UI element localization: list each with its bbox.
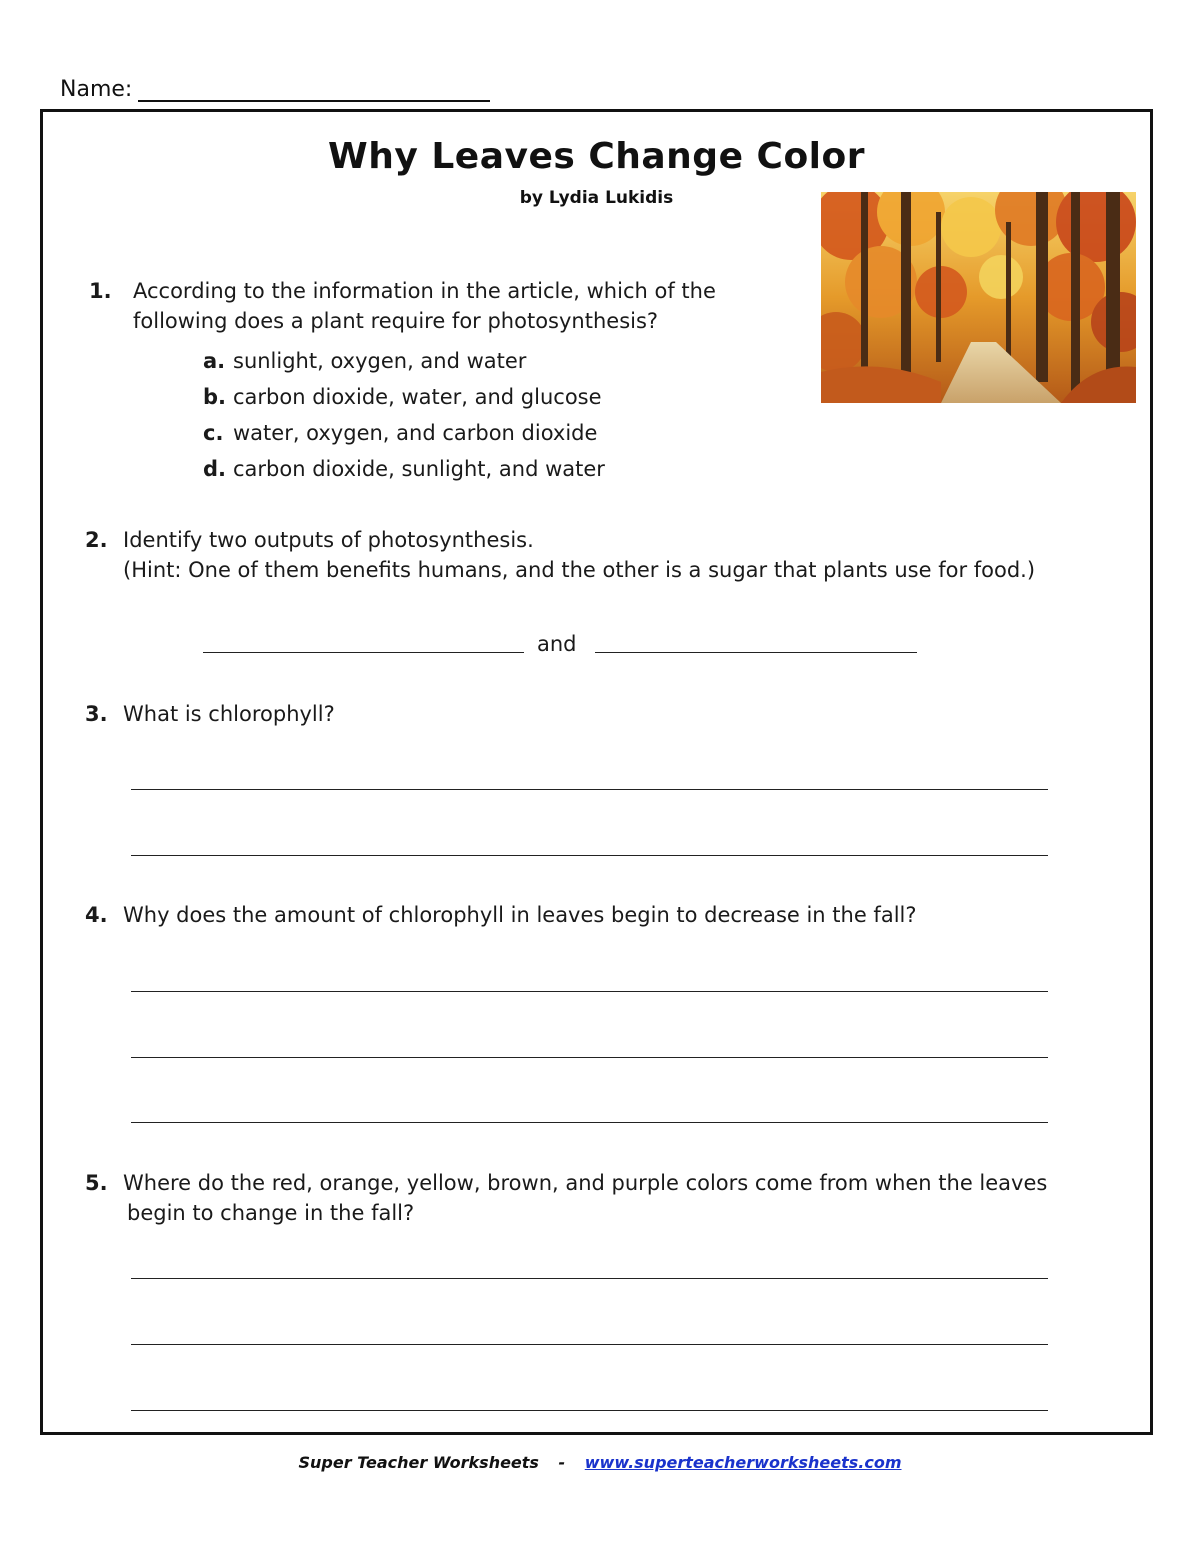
question-2-line-1: Identify two outputs of photosynthesis. bbox=[123, 528, 534, 552]
option-d-text: carbon dioxide, sunlight, and water bbox=[233, 457, 605, 481]
question-4-number: 4. bbox=[85, 903, 108, 927]
option-d[interactable] bbox=[203, 457, 605, 481]
question-5 bbox=[85, 1168, 1047, 1228]
option-b[interactable] bbox=[203, 385, 602, 409]
option-a-text: sunlight, oxygen, and water bbox=[233, 349, 527, 373]
question-2 bbox=[85, 525, 1035, 585]
answer-blank-2b[interactable] bbox=[595, 652, 917, 653]
name-row bbox=[60, 76, 490, 102]
option-b-text: carbon dioxide, water, and glucose bbox=[233, 385, 602, 409]
option-d-letter: d. bbox=[203, 457, 227, 481]
option-c-letter: c. bbox=[203, 421, 224, 445]
question-2-line-2: (Hint: One of them benefits humans, and the other is a sugar that plants use for food.) bbox=[123, 558, 1036, 582]
author-byline: by Lydia Lukidis bbox=[519, 188, 674, 208]
answer-blank-2a[interactable] bbox=[203, 652, 524, 653]
answer-line-4b[interactable] bbox=[131, 1057, 1048, 1058]
answer-line-3b[interactable] bbox=[131, 855, 1048, 856]
autumn-forest-illustration bbox=[821, 192, 1136, 403]
option-a-letter: a. bbox=[203, 349, 226, 373]
footer-separator: - bbox=[558, 1453, 566, 1472]
name-label: Name: bbox=[60, 77, 133, 102]
option-b-letter: b. bbox=[203, 385, 227, 409]
and-label: and bbox=[537, 632, 577, 656]
question-3-text: What is chlorophyll? bbox=[123, 702, 335, 726]
answer-line-3a[interactable] bbox=[131, 789, 1048, 790]
name-field[interactable] bbox=[138, 76, 490, 102]
footer-link[interactable]: www.superteacherworksheets.com bbox=[584, 1453, 902, 1472]
worksheet-title: Why Leaves Change Color bbox=[328, 136, 865, 177]
answer-line-4a[interactable] bbox=[131, 991, 1048, 992]
option-c[interactable] bbox=[203, 421, 597, 445]
answer-line-5a[interactable] bbox=[131, 1278, 1048, 1279]
question-5-number: 5. bbox=[85, 1171, 108, 1195]
answer-line-5c[interactable] bbox=[131, 1410, 1048, 1411]
answer-line-5b[interactable] bbox=[131, 1344, 1048, 1345]
question-3 bbox=[85, 699, 335, 729]
question-5-line-2: begin to change in the fall? bbox=[127, 1201, 415, 1225]
question-2-number: 2. bbox=[85, 528, 108, 552]
footer bbox=[0, 1453, 1200, 1472]
footer-brand: Super Teacher Worksheets bbox=[298, 1453, 539, 1472]
question-1-line-1: According to the information in the article, which of the bbox=[133, 279, 716, 303]
answer-line-4c[interactable] bbox=[131, 1122, 1048, 1123]
autumn-forest-photo bbox=[821, 192, 1136, 403]
question-5-line-1: Where do the red, orange, yellow, brown, and purple colors come from when the leaves bbox=[123, 1171, 1048, 1195]
question-4-text: Why does the amount of chlorophyll in leaves begin to decrease in the fall? bbox=[123, 903, 917, 927]
option-a[interactable] bbox=[203, 349, 526, 373]
question-1-number: 1. bbox=[89, 279, 112, 303]
worksheet-frame bbox=[40, 109, 1153, 1435]
option-c-text: water, oxygen, and carbon dioxide bbox=[233, 421, 598, 445]
question-1-line-2: following does a plant require for photosynthesis? bbox=[133, 309, 659, 333]
question-1 bbox=[89, 276, 716, 336]
question-3-number: 3. bbox=[85, 702, 108, 726]
question-4 bbox=[85, 900, 917, 930]
